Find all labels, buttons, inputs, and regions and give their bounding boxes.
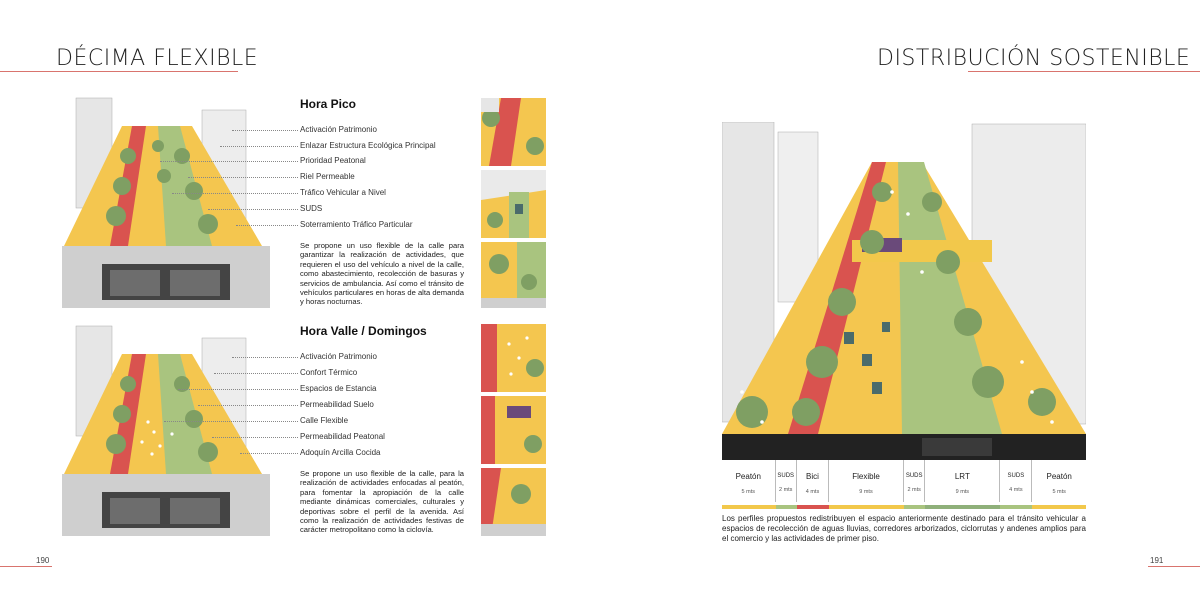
hora-valle-thumbnail bbox=[481, 396, 546, 464]
left-page-title: DÉCIMA FLEXIBLE bbox=[56, 46, 259, 71]
hora-valle-label: Espacios de Estancia bbox=[300, 384, 377, 393]
leader-line bbox=[160, 161, 298, 162]
hora-valle-paragraph: Se propone un uso flexible de la calle, para la realización de actividades enfocadas al peatón, para fomentar la apropiación de la calle mediante dinámicas comerciales, culturales y deportivas sobre el perfil de la avenida. Así como la realización de actividades festivas de carácter metropolitano como la ciclovía. bbox=[300, 469, 464, 535]
segment bbox=[776, 460, 797, 502]
hora-valle-label: Calle Flexible bbox=[300, 416, 349, 425]
left-title-rule bbox=[0, 71, 238, 72]
left-page-number: 190 bbox=[36, 556, 50, 565]
hora-pico-label: Enlazar Estructura Ecológica Principal bbox=[300, 141, 436, 150]
segment-name: Flexible bbox=[852, 472, 880, 481]
hora-valle-illustration bbox=[62, 322, 270, 536]
distribucion-illustration bbox=[722, 122, 1086, 460]
segment bbox=[904, 460, 925, 502]
hora-pico-illustration bbox=[62, 96, 270, 308]
hora-valle-label: Activación Patrimonio bbox=[300, 352, 377, 361]
hora-pico-thumbnail bbox=[481, 242, 546, 308]
leader-line bbox=[172, 193, 298, 194]
hora-pico-label: SUDS bbox=[300, 204, 323, 213]
segment bbox=[722, 460, 776, 502]
leader-line bbox=[198, 405, 298, 406]
leader-line bbox=[236, 225, 298, 226]
leader-line bbox=[212, 437, 298, 438]
leader-line bbox=[164, 421, 298, 422]
right-title-rule bbox=[968, 71, 1200, 72]
segment-color-swatch bbox=[776, 505, 797, 509]
segment-name: LRT bbox=[954, 472, 970, 481]
leader-line bbox=[188, 177, 298, 178]
segment-width: 2 mts bbox=[778, 487, 793, 493]
segment-width: 5 mts bbox=[1052, 489, 1066, 495]
right-page-title: DISTRIBUCIÓN SOSTENIBLE bbox=[877, 46, 1191, 71]
segment bbox=[1000, 460, 1032, 502]
hora-valle-label: Confort Térmico bbox=[300, 368, 358, 377]
segment-width: 4 mts bbox=[1009, 487, 1023, 493]
segment-width: 9 mts bbox=[859, 489, 873, 495]
hora-valle-label: Permeabilidad Suelo bbox=[300, 400, 374, 409]
leader-line bbox=[232, 357, 298, 358]
hora-valle-thumbnail bbox=[481, 468, 546, 536]
hora-valle-thumbnail bbox=[481, 324, 546, 392]
segment-color-swatch bbox=[722, 505, 776, 509]
right-page-number: 191 bbox=[1150, 556, 1164, 565]
segment-color-swatch bbox=[1032, 505, 1086, 509]
segment-color-bar bbox=[722, 505, 1086, 509]
leader-line bbox=[240, 453, 298, 454]
segment-color-swatch bbox=[1000, 505, 1032, 509]
hora-pico-thumbnail bbox=[481, 170, 546, 238]
hora-valle-label: Adoquín Arcilla Cocida bbox=[300, 448, 381, 457]
segment-table bbox=[722, 460, 1086, 502]
segment-color-swatch bbox=[829, 505, 904, 509]
segment-name: SUDS bbox=[777, 473, 795, 479]
segment-name: SUDS bbox=[1007, 473, 1025, 479]
hora-pico-thumbnail bbox=[481, 98, 546, 166]
segment-name: Peatón bbox=[735, 472, 761, 481]
segment-color-swatch bbox=[904, 505, 925, 509]
segment bbox=[925, 460, 1000, 502]
left-footer-rule bbox=[0, 566, 52, 567]
leader-line bbox=[178, 389, 298, 390]
leader-line bbox=[208, 209, 298, 210]
segment-color-swatch bbox=[797, 505, 829, 509]
hora-pico-label: Tráfico Vehicular a Nivel bbox=[300, 188, 386, 197]
hora-pico-label: Prioridad Peatonal bbox=[300, 156, 366, 165]
segment-width: 5 mts bbox=[741, 489, 755, 495]
hora-valle-heading: Hora Valle / Domingos bbox=[300, 324, 427, 338]
segment-color-swatch bbox=[925, 505, 1000, 509]
segment-name: Bici bbox=[806, 472, 819, 481]
segment-width: 2 mts bbox=[907, 487, 921, 493]
hora-pico-paragraph: Se propone un uso flexible de la calle para garantizar la realización de actividades, que requieren el uso del vehículo a nivel de la calle, como abastecimiento, recolección de basuras y servicios de ambulancia. Así como el tránsito de vehículos particulares en horas de alta demanda y horas nocturnas. bbox=[300, 241, 464, 307]
leader-line bbox=[220, 146, 298, 147]
hora-pico-heading: Hora Pico bbox=[300, 97, 357, 111]
segment bbox=[829, 460, 904, 502]
right-footer-rule bbox=[1148, 566, 1200, 567]
leader-line bbox=[232, 130, 298, 131]
segment-width: 4 mts bbox=[805, 489, 820, 495]
hora-pico-label: Riel Permeable bbox=[300, 172, 355, 181]
hora-pico-label: Soterramiento Tráfico Particular bbox=[300, 220, 413, 229]
segment-name: Peatón bbox=[1046, 472, 1072, 481]
leader-line bbox=[214, 373, 298, 374]
segment bbox=[797, 460, 829, 502]
hora-valle-label: Permeabilidad Peatonal bbox=[300, 432, 385, 441]
segment-width: 9 mts bbox=[955, 489, 970, 495]
distribucion-paragraph: Los perfiles propuestos redistribuyen el espacio anteriormente destinado para el tránsito vehicular a espacios de recolección de aguas lluvias, corredores arborizados, ciclorrutas y andenes amplios para el comercio y las actividades de primer piso. bbox=[722, 514, 1086, 543]
segment-name: SUDS bbox=[905, 473, 923, 479]
hora-pico-label: Activación Patrimonio bbox=[300, 125, 377, 134]
segment bbox=[1032, 460, 1086, 502]
